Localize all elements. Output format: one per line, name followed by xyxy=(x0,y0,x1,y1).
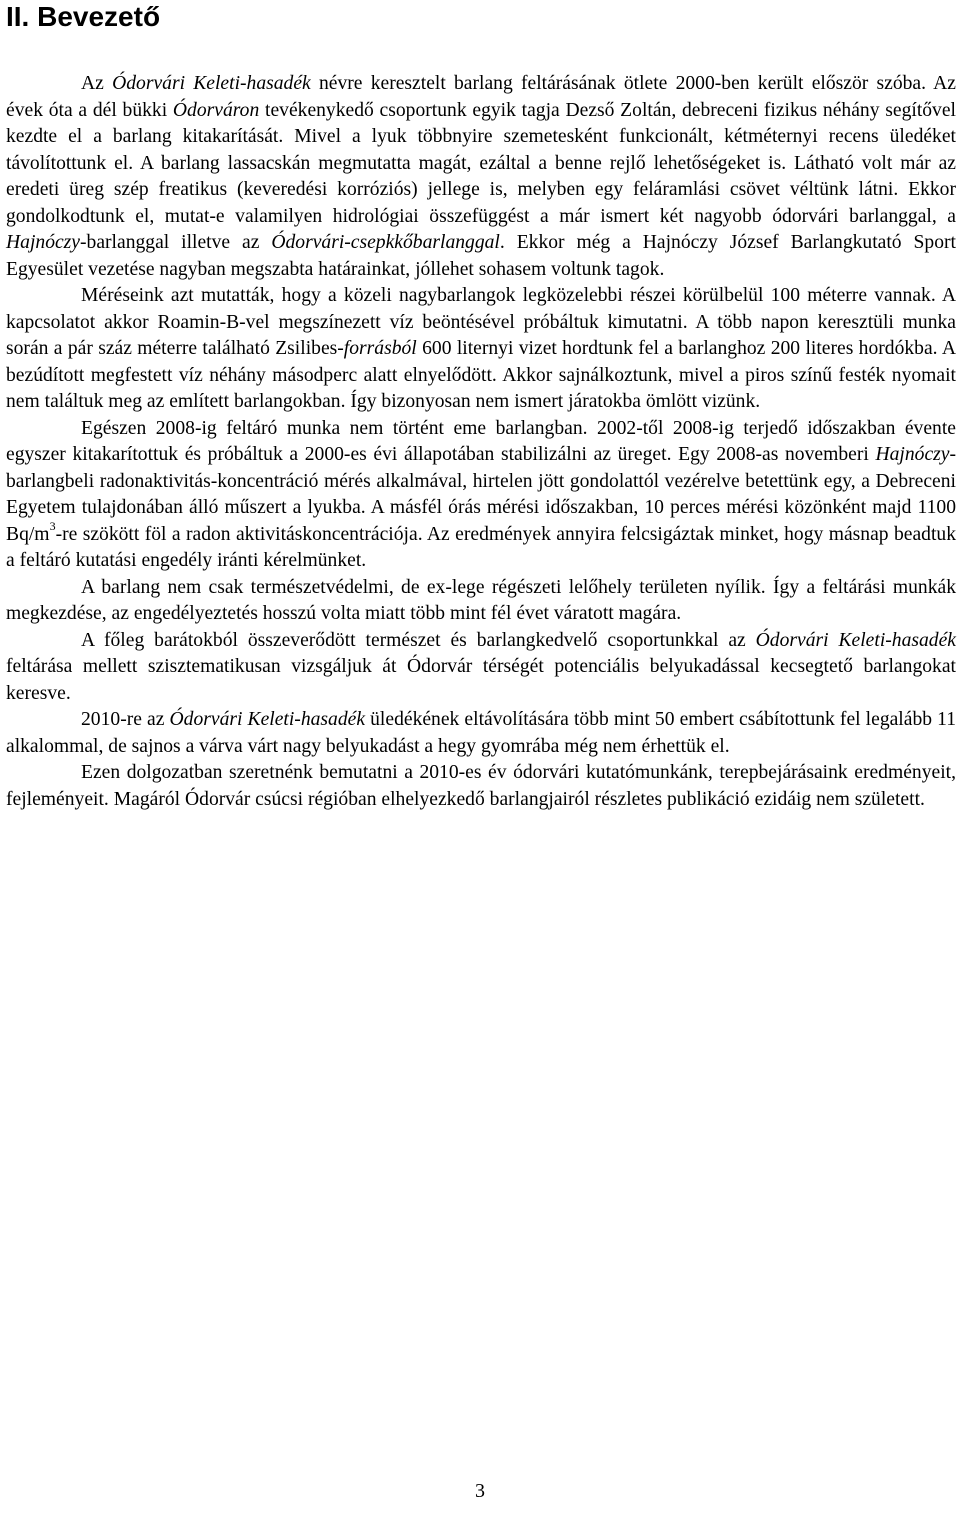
italic-text: Hajnóczy xyxy=(6,232,81,253)
italic-text: Ódorvári Keleti-hasadék xyxy=(112,73,311,94)
page-number: 3 xyxy=(475,1480,485,1502)
text-run: 600 liternyi vizet hordtunk fel a barlanghoz 200 literes hordókba. A bezúdított megfestett víz néhány másodperc alatt elnyelődött. Akkor sajnálkoztunk, mivel a piros színű festék nyomait nem találtuk meg az említett barlangokban. Így bizonyosan nem ismert járatokba ömlött vizünk. xyxy=(6,338,956,412)
paragraph xyxy=(6,71,956,283)
italic-text: Hajnóczy xyxy=(875,444,950,465)
superscript: 3 xyxy=(49,518,56,533)
text-run: -barlangbeli radonaktivitás-koncentráció mérés alkalmával, hirtelen jött gondolattól vezérelve betettünk egy, a Debreceni Egyetem tulajdonában álló műszert a lyukba. A másfél órás mérési időszakban, 10 perces mérési közönként majd 1100 Bq/m xyxy=(6,444,956,545)
text-run: tevékenykedő csoportunk egyik tagja Dezső Zoltán, debreceni fizikus néhány segítővel kezdte el a barlang kitakarítását. Mivel a lyuk többnyire szemetesként funkcionált, kétméternyi recens üledéket távolítottunk el. A barlang lassacskán megmutatta magát, ezáltal a benne rejlő lehetőségeket is. Látható volt már az eredeti üreg szép freatikus (keveredési korróziós) jellege is, melyben egy feláramlási csövet véltünk látni. Ekkor gondolkodtunk el, mutat-e valamilyen hidrológiai összefüggést a már ismert két nagyobb ódorvári barlanggal, a xyxy=(6,99,956,227)
paragraph xyxy=(6,707,956,760)
section-heading: II. Bevezető xyxy=(6,1,161,32)
paragraph xyxy=(6,575,956,628)
text-run: névre keresztelt barlang feltárásának ötlete 2000-ben került először szóba. Az évek óta a dél bükki xyxy=(6,73,957,121)
text-run: Egészen 2008-ig feltáró munka nem történt eme barlangban. 2002-től 2008-ig terjedő időszakban évente egyszer kitakarítottuk és próbáltuk a 2000-es évi állapotában stabilizálni az üreget. Egy 2008-as novemberi xyxy=(6,417,956,465)
text-run: Méréseink azt mutatták, hogy a közeli nagybarlangok legközelebbi részei körülbelül 100 méterre vannak. A kapcsolatot akkor Roamin-B-vel megszínezett víz beöntésével próbáltuk kimutatni. A több napon keresztüli munka során a pár száz méterre található Zsilibes- xyxy=(6,285,956,359)
text-run: 2010-re az xyxy=(81,709,170,730)
italic-text: forrásból xyxy=(343,338,417,359)
italic-text: Ódorvári Keleti-hasadék xyxy=(169,709,366,730)
paragraph xyxy=(6,416,956,575)
italic-text: Ódorvári Keleti-hasadék xyxy=(755,629,956,651)
text-run: -re szökött föl a radon aktivitáskoncentrációja. Az eredmények annyira felcsigáztak minket, hogy másnap beadtuk a feltáró kutatási engedély iránti kérelmünket. xyxy=(6,523,956,571)
text-run: Az xyxy=(81,73,113,94)
text-run: üledékének eltávolítására több mint 50 embert csábítottunk fel legalább 11 alkalommal, de sajnos a várva várt nagy belyukadást a hegy gyomrába még nem érhettük el. xyxy=(6,709,956,757)
text-run: A barlang nem csak természetvédelmi, de ex-lege régészeti lelőhely területen nyílik. Így a feltárási munkák megkezdése, az engedélyeztetés hosszú volta miatt több mint fél évet váratott magára. xyxy=(6,576,956,624)
text-run: . Ekkor még a Hajnóczy József Barlangkutató Sport Egyesület vezetése nagyban megszabta határainkat, jóllehet sohasem voltunk tagok. xyxy=(6,232,956,280)
paragraph xyxy=(6,283,956,416)
paragraph xyxy=(6,628,956,708)
text-run: A főleg barátokból összeverődött természet és barlangkedvelő csoportunkkal az xyxy=(81,629,756,651)
text-run: -barlanggal illetve az xyxy=(80,232,272,253)
text-run: Ezen dolgozatban szeretnénk bemutatni a 2010-es év ódorvári kutatómunkánk, terepbejárásaink eredményeit, fejleményeit. Magáról Ódorvár csúcsi régióban elhelyezkedő barlangjairól részletes publikáció ezidáig nem született. xyxy=(6,762,956,810)
body-text xyxy=(6,71,956,813)
text-run: feltárása mellett szisztematikusan vizsgáljuk át Ódorvár térségét potenciális belyukadással kecsegtető barlangokat keresve. xyxy=(6,656,956,704)
italic-text: Ódorváron xyxy=(172,99,260,121)
paragraph xyxy=(6,760,956,813)
italic-text: Ódorvári-csepkkőbarlanggal xyxy=(271,232,500,253)
